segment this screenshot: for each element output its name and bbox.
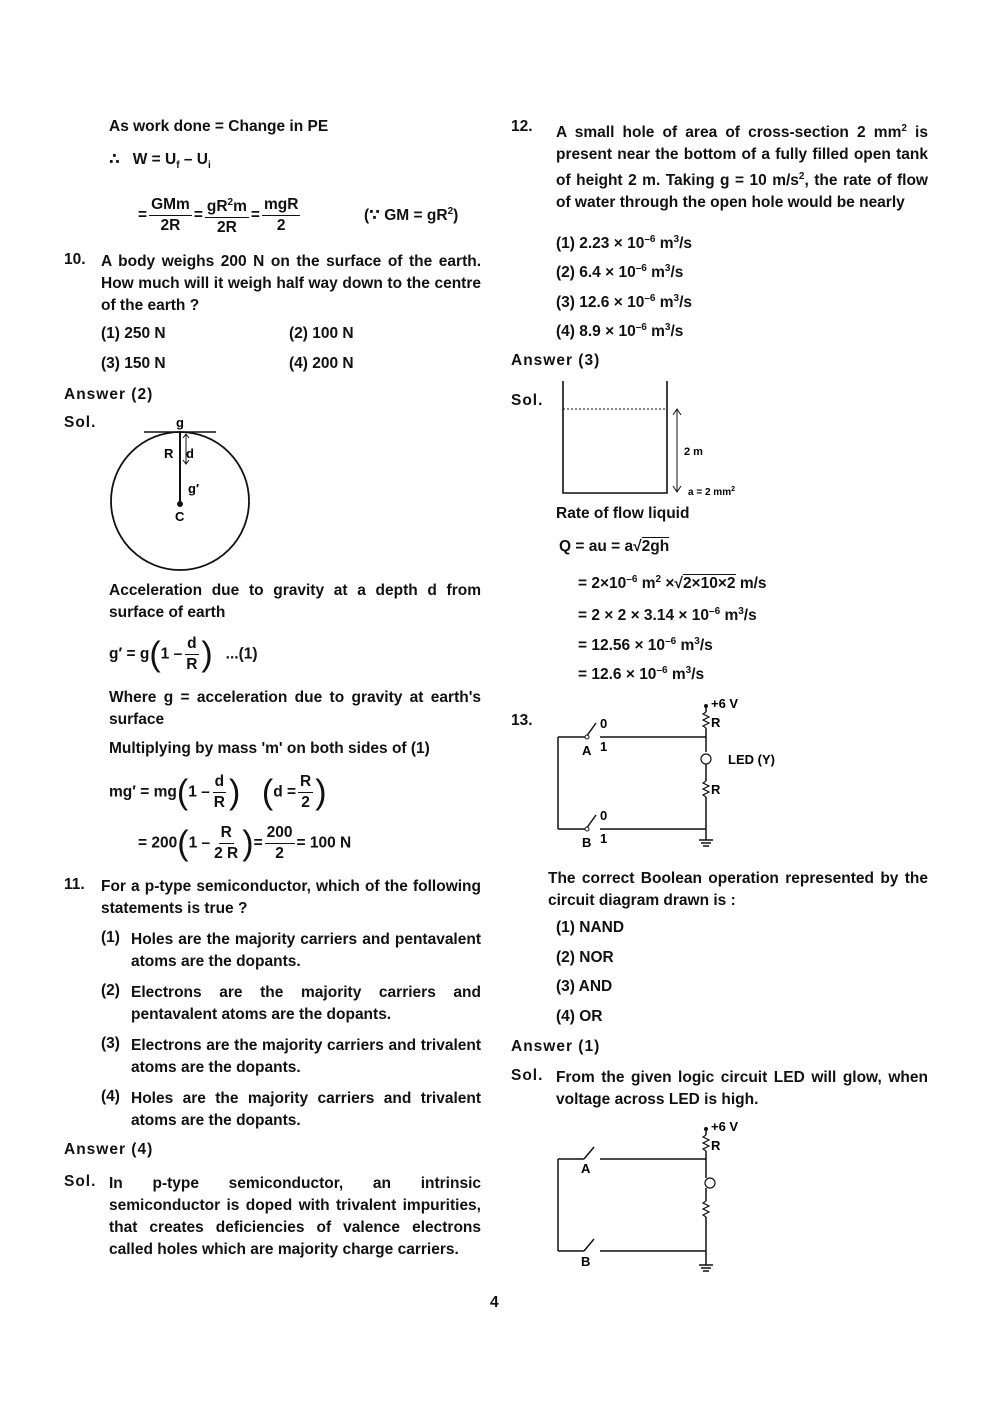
page-number: 4	[490, 1294, 499, 1311]
ground-icon-2	[699, 1265, 713, 1271]
label-g-prime: g′	[188, 481, 200, 496]
q-equation: Q = au = a√2gh	[559, 538, 670, 555]
q12-option-1: (1) $2.23 \times 10^{-6}$ $m^3/s$	[556, 234, 693, 253]
svg-text:0: 0	[600, 716, 608, 731]
svg-text:R: R	[711, 715, 721, 730]
q11-number: 11.	[64, 876, 85, 893]
svg-text:+6 V: +6 V	[711, 696, 739, 711]
q13-solution-text: From the given logic circuit LED will glow, when voltage across LED is high.	[556, 1069, 928, 1108]
q12-sol-label: Sol.	[511, 392, 544, 409]
step-1: = $2\times 10^{-6}$ $m^2 \times√2\times 10\times 2$ m/s	[578, 574, 767, 593]
q12-option-4: (4) $8.9 \times 10^{-6}$ $m^3/s$	[556, 322, 684, 341]
q11-option-3-num: (3)	[101, 1035, 120, 1052]
resistor-top	[703, 712, 709, 728]
equation-2: mg′ = mg(1 – $\frac{d}{R}$ ) (d = $\frac{R}{2}$ )	[109, 773, 327, 812]
q10-option-3: (3) 150 N	[101, 355, 166, 372]
tank-outline	[563, 381, 667, 493]
q11-text: For a p-type semiconductor, which of the following statements is true ?	[101, 878, 481, 917]
q12-number: 12.	[511, 118, 533, 135]
svg-text:B: B	[581, 1254, 591, 1269]
svg-text:A: A	[581, 1161, 591, 1176]
q11-option-1-text: Holes are the majority carriers and pentavalent atoms are the dopants.	[131, 931, 481, 970]
tank-area-label: a = 2 $mm^2$	[688, 486, 735, 498]
q13-answer: Answer (1)	[511, 1038, 601, 1055]
w-equation: ∴ $W = U_f - U_i$	[109, 151, 211, 172]
q11-option-4-text: Holes are the majority carriers and trivalent atoms are the dopants.	[131, 1090, 481, 1129]
q13-sol-label: Sol.	[511, 1067, 544, 1084]
svg-text:A: A	[582, 743, 592, 758]
svg-text:R: R	[711, 1138, 721, 1153]
accel-text: Acceleration due to gravity at a depth d from surface of earth	[109, 582, 481, 621]
q11-option-2-text: Electrons are the majority carriers and pentavalent atoms are the dopants.	[131, 984, 481, 1023]
q11-option-2-num: (2)	[101, 982, 120, 999]
tank-height-label: 2 m	[684, 446, 703, 458]
q13-text: The correct Boolean operation represented by the circuit diagram drawn is :	[548, 870, 928, 909]
q11-sol-label: Sol.	[64, 1173, 97, 1190]
earth-diagram	[100, 412, 260, 577]
equation-3: = 200(1 – $\frac{R}{2 R}$ )= $\frac{200}{2}$ = 100 N	[138, 824, 352, 863]
ground-icon	[699, 840, 713, 846]
rate-of-flow-text: Rate of flow liquid	[556, 505, 690, 522]
svg-text:R: R	[711, 782, 721, 797]
solution-circuit-diagram	[550, 1115, 770, 1280]
q10-option-1: (1) 250 N	[101, 325, 166, 342]
svg-text:B: B	[582, 835, 592, 850]
q10-option-2: (2) 100 N	[289, 325, 354, 342]
q10-answer: Answer (2)	[64, 386, 154, 403]
svg-text:LED (Y): LED (Y)	[728, 752, 775, 767]
q12-answer: Answer (3)	[511, 352, 601, 369]
pe-fraction-equation: = $\frac{\text{GMm}}{2R}$ = $\frac{gR^2m}{2R}$ = $\frac{\text{mgR}}{2}$	[138, 193, 302, 238]
q13-option-3: (3) AND	[556, 978, 613, 995]
equation-1: g′ = g(1 – $\frac{d}{R}$ ) ...(1)	[109, 635, 258, 674]
q11-option-3-text: Electrons are the majority carriers and trivalent atoms are the dopants.	[131, 1037, 481, 1076]
q11-answer: Answer (4)	[64, 1141, 154, 1158]
svg-text:0: 0	[600, 808, 608, 823]
resistor-bottom	[703, 781, 709, 797]
q10-text: A body weighs 200 N on the surface of the earth. How much will it weigh half way down to the centre of the earth ?	[101, 253, 481, 314]
q10-option-4: (4) 200 N	[289, 355, 354, 372]
label-d: d	[186, 446, 194, 461]
circuit-diagram	[550, 692, 790, 858]
work-done-line: As work done = Change in PE	[109, 118, 329, 135]
centre-dot	[177, 501, 183, 507]
tank-diagram	[560, 378, 760, 500]
step-4: = $12.6 \times 10^{-6}$ $m^3/s$	[578, 665, 705, 684]
step-3: = $12.56 \times 10^{-6}$ $m^3/s$	[578, 636, 713, 655]
q10-number: 10.	[64, 251, 86, 268]
q13-number: 13.	[511, 712, 533, 729]
step-2: = $2 \times 2 \times 3.14 \times 10^{-6}$ $m^3/s$	[578, 606, 757, 625]
label-C: C	[175, 509, 185, 524]
gm-note: (∵ GM = $gR^2$)	[364, 206, 459, 225]
q13-option-2: (2) NOR	[556, 949, 614, 966]
q12-option-3: (3) $12.6 \times 10^{-6}$ $m^3/s$	[556, 293, 693, 312]
q13-option-1: (1) NAND	[556, 919, 625, 936]
q12-option-2: (2) $6.4 \times 10^{-6}$ $m^3/s$	[556, 263, 684, 282]
q11-solution-text: In p-type semiconductor, an intrinsic semiconductor is doped with trivalent impurities, that creates deficiencies of valence electrons called holes which are majority charge carriers.	[109, 1175, 481, 1258]
led-icon-2	[705, 1178, 715, 1188]
svg-text:+6 V: +6 V	[711, 1119, 739, 1134]
multiplying-text: Multiplying by mass 'm' on both sides of (1)	[109, 740, 430, 757]
q13-option-4: (4) OR	[556, 1008, 603, 1025]
led-icon	[701, 754, 711, 764]
svg-text:1: 1	[600, 739, 608, 754]
q11-option-4-num: (4)	[101, 1088, 120, 1105]
label-R: R	[164, 446, 174, 461]
where-text: Where g = acceleration due to gravity at earth's surface	[109, 689, 481, 728]
q12-text: A small hole of area of cross-section 2 $mm^2$ is present near the bottom of a fully filled open tank of height 2 m. Taking g = 10 $m/s^2$, the rate of flow of water through the open hole would be nearly	[556, 123, 928, 212]
q10-sol-label: Sol.	[64, 414, 97, 431]
svg-text:1: 1	[600, 831, 608, 846]
label-g: g	[176, 415, 184, 430]
q11-option-1-num: (1)	[101, 929, 120, 946]
